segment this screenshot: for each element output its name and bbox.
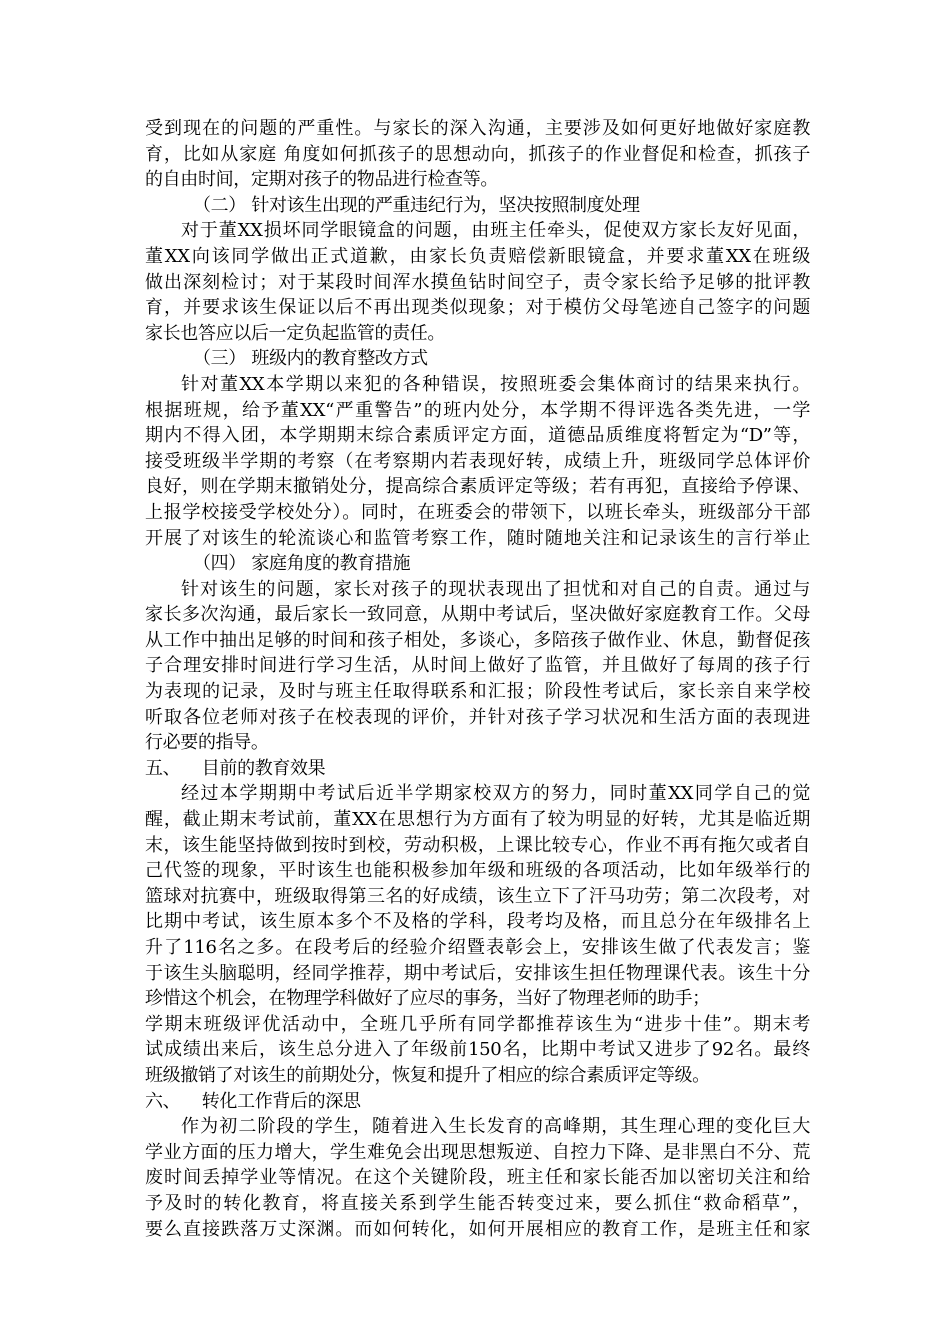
text-line: 董XX向该同学做出正式道歉，由家长负责赔偿新眼镜盒，并要求董XX在班级	[145, 245, 810, 267]
text-line: 行必要的指导。	[145, 732, 269, 754]
text-line: 经过本学期期中考试后近半学期家校双方的努力，同时董XX同学自己的觉	[181, 783, 810, 805]
text-line: 学业方面的压力增大，学生难免会出现思想叛逆、自控力下降、是非黑白不分、荒	[145, 1141, 810, 1163]
document-page	[145, 116, 810, 1242]
section-heading: （四） 家庭角度的教育措施	[193, 553, 411, 575]
text-line: 良好，则在学期末撤销处分，提高综合素质评定等级；若有再犯，直接给予停课、	[145, 476, 810, 498]
text-line: 针对董XX本学期以来犯的各种错误，按照班委会集体商讨的结果来执行。	[181, 373, 810, 395]
text-line: 接受班级半学期的考察（在考察期内若表现好转，成绩上升，班级同学总体评价	[145, 450, 810, 472]
text-line: 试成绩出来后，该生总分进入了年级前150名，比期中考试又进步了92名。最终	[145, 1039, 810, 1061]
text-line: 废时间丢掉学业等情况。在这个关键阶段，班主任和家长能否加以密切关注和给	[145, 1167, 810, 1189]
text-line: 家长也答应以后一定负起监管的责任。	[145, 322, 446, 344]
text-line: 做出深刻检讨；对于某段时间浑水摸鱼钻时间空子，责令家长给予足够的批评教	[145, 271, 810, 293]
chapter-heading: 五、 目前的教育效果	[145, 757, 326, 779]
text-line: 育，比如从家庭 角度如何抓孩子的思想动向，抓孩子的作业督促和检查，抓孩子	[145, 143, 810, 165]
text-line: 的自由时间，定期对孩子的物品进行检查等。	[145, 169, 498, 191]
text-line: 听取各位老师对孩子在校表现的评价，并针对孩子学习状况和生活方面的表现进	[145, 706, 810, 728]
section-heading: （二） 针对该生出现的严重违纪行为，坚决按照制度处理	[193, 194, 640, 216]
text-line: 醒，截止期末考试前，董XX在思想行为方面有了较为明显的好转，尤其是临近期	[145, 809, 810, 831]
text-line: 针对该生的问题，家长对孩子的现状表现出了担忧和对自己的自责。通过与	[181, 578, 810, 600]
text-line: 篮球对抗赛中，班级取得第三名的好成绩，该生立下了汗马功劳；第二次段考，对	[145, 885, 810, 907]
text-line: 从工作中抽出足够的时间和孩子相处，多谈心，多陪孩子做作业、休息，勤督促孩	[145, 629, 810, 651]
text-line: 予及时的转化教育，将直接关系到学生能否转变过来，要么抓住“救命稻草”，	[145, 1192, 810, 1214]
text-line: 己代签的现象，平时该生也能积极参加年级和班级的各项活动，比如年级举行的	[145, 860, 810, 882]
text-line: 升了116名之多。在段考后的经验介绍暨表彰会上，安排该生做了代表发言；鉴	[145, 937, 810, 958]
text-line: 于该生头脑聪明，经同学推荐，期中考试后，安排该生担任物理课代表。该生十分	[145, 962, 810, 984]
text-line: 珍惜这个机会，在物理学科做好了应尽的事务，当好了物理老师的助手；	[145, 988, 710, 1010]
text-line: 家长多次沟通，最后家长一致同意，从期中考试后，坚决做好家庭教育工作。父母	[145, 604, 810, 626]
text-line: 要么直接跌落万丈深渊。而如何转化，如何开展相应的教育工作，是班主任和家	[145, 1218, 810, 1240]
text-line: 学期末班级评优活动中，全班几乎所有同学都推荐该生为“进步十佳”。期末考	[145, 1013, 810, 1035]
text-line: 根据班规，给予董XX“严重警告”的班内处分，本学期不得评选各类先进，一学	[145, 399, 810, 421]
text-line: 作为初二阶段的学生，随着进入生长发育的高峰期，其生理心理的变化巨大	[181, 1116, 810, 1138]
text-line: 为表现的记录，及时与班主任取得联系和汇报；阶段性考试后，家长亲自来学校	[145, 681, 810, 703]
text-line: 子合理安排时间进行学习生活，从时间上做好了监管，并且做好了每周的孩子行	[145, 655, 810, 677]
text-line: 末，该生能坚持做到按时到校，劳动积极，上课比较专心，作业不再有拖欠或者自	[145, 834, 810, 856]
text-line: 期内不得入团，本学期期末综合素质评定方面，道德品质维度将暂定为“D”等，	[145, 425, 810, 447]
section-heading: （三） 班级内的教育整改方式	[193, 348, 428, 370]
text-line: 比期中考试，该生原本多个不及格的学科，段考均及格，而且总分在年级排名上	[145, 911, 810, 933]
text-line: 对于董XX损坏同学眼镜盒的问题，由班主任牵头，促使双方家长友好见面，	[181, 220, 810, 242]
text-line: 育，并要求该生保证以后不再出现类似现象；对于模仿父母笔迹自己签字的问题	[145, 297, 810, 319]
chapter-heading: 六、 转化工作背后的深思	[145, 1090, 361, 1112]
text-line: 受到现在的问题的严重性。与家长的深入沟通，主要涉及如何更好地做好家庭教	[145, 118, 810, 139]
text-line: 开展了对该生的轮流谈心和监管考察工作，随时随地关注和记录该生的言行举止	[145, 527, 810, 549]
text-line: 上报学校接受学校处分）。同时，在班委会的带领下，以班长牵头，班级部分干部	[145, 501, 810, 523]
text-line: 班级撤销了对该生的前期处分，恢复和提升了相应的综合素质评定等级。	[145, 1064, 710, 1086]
